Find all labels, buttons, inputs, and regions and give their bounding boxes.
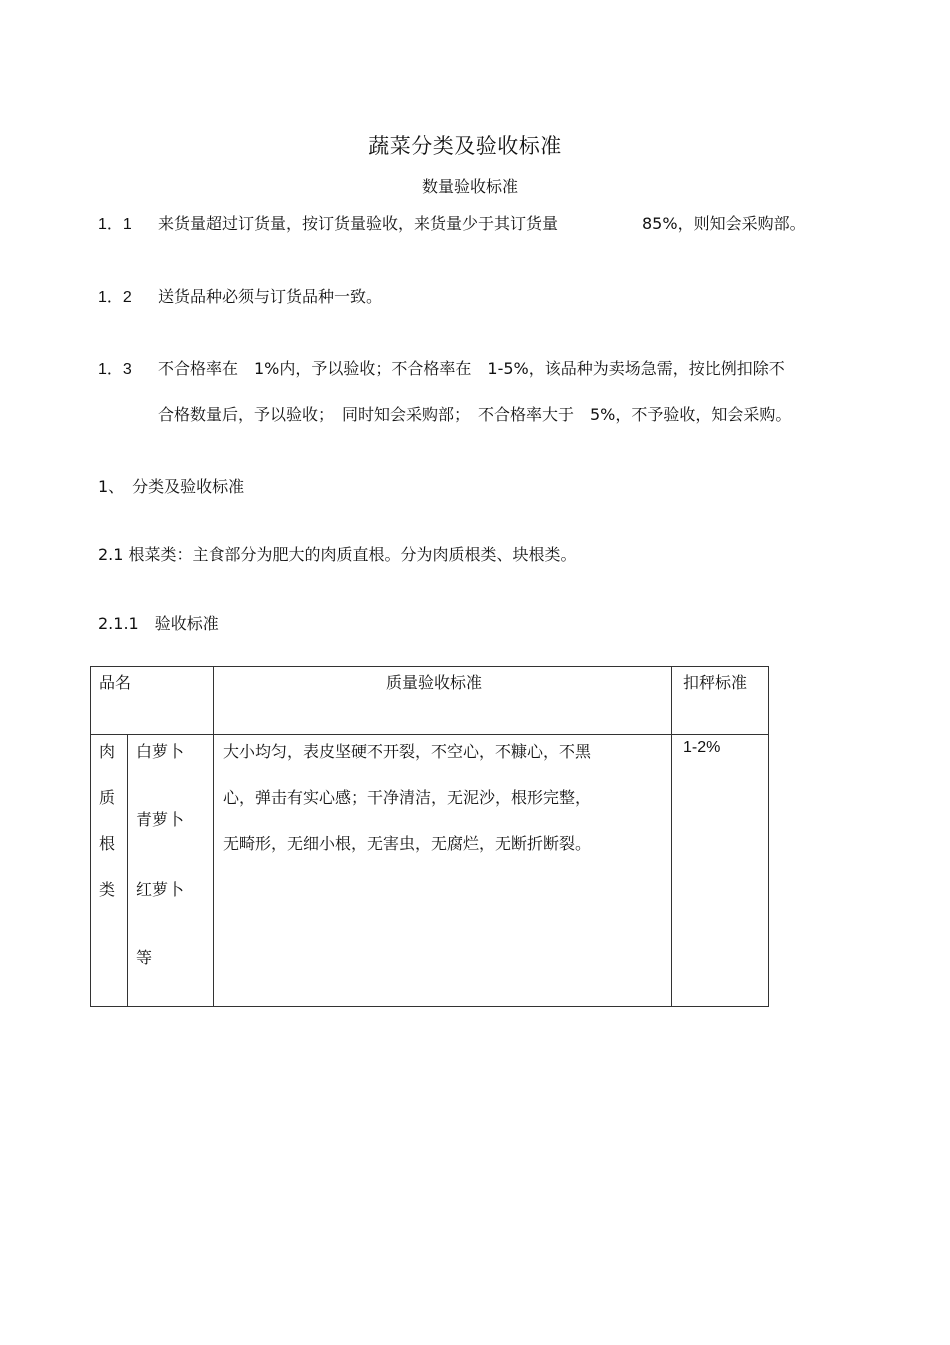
header-quality-label: 质量验收标准 <box>386 673 483 692</box>
quality-line: 无畸形，无细小根，无害虫，无腐烂，无断折断裂。 <box>223 834 592 853</box>
section-2-1-text: 2.1 根菜类：主食部分为肥大的肉质直根。分为肉质根类、块根类。 <box>98 545 577 564</box>
rule-1-3-line2: 合格数量后，予以验收； 同时知会采购部； 不合格率大于 5%，不予验收，知会采购。 <box>158 405 792 424</box>
category-char: 类 <box>99 880 116 899</box>
table-row <box>91 735 769 1007</box>
section-2-1-1-heading: 2.1.1 验收标准 <box>98 614 219 633</box>
rule-1-3-line1: 不合格率在 1%内，予以验收；不合格率在 1-5%，该品种为卖场急需，按比例扣除不 <box>158 359 785 378</box>
section-heading-1: 1、 分类及验收标准 <box>98 477 245 496</box>
category-char: 质 <box>99 788 116 807</box>
rule-1-1-text-a: 来货量超过订货量，按订货量验收，来货量少于其订货量 <box>158 214 559 233</box>
quality-line: 大小均匀，表皮坚硬不开裂，不空心，不糠心，不黑 <box>223 742 592 761</box>
rule-1-1-number: 1．1 <box>98 216 132 233</box>
item-name: 白萝卜 <box>136 742 185 761</box>
rule-1-2-text: 送货品种必须与订货品种一致。 <box>158 287 383 306</box>
table-header-row <box>91 667 769 735</box>
quality-line: 心，弹击有实心感；干净清洁，无泥沙，根形完整， <box>223 788 592 807</box>
page-title: 蔬菜分类及验收标准 <box>368 134 562 158</box>
rule-1-1-text-b: 85%，则知会采购部。 <box>642 214 806 233</box>
category-char: 根 <box>99 834 116 853</box>
page-subtitle: 数量验收标准 <box>421 177 518 196</box>
deduct-value: 1-2% <box>683 739 721 756</box>
item-name: 红萝卜 <box>136 880 185 899</box>
rule-1-3-number: 1．3 <box>98 361 132 378</box>
quality-cell <box>214 735 672 1007</box>
acceptance-standard-table <box>90 666 769 1007</box>
header-deduct-label: 扣秤标准 <box>683 673 748 692</box>
item-name: 青萝卜 <box>136 810 185 829</box>
header-cell-deduct <box>672 667 769 735</box>
category-cell <box>91 735 128 1007</box>
header-cell-quality <box>214 667 672 735</box>
items-cell <box>128 735 214 1007</box>
deduct-cell <box>672 735 769 1007</box>
category-char: 肉 <box>99 742 116 761</box>
header-cell-name <box>91 667 214 735</box>
rule-1-2-number: 1．2 <box>98 289 132 306</box>
header-name-label: 品名 <box>99 673 132 692</box>
item-name: 等 <box>136 948 153 967</box>
